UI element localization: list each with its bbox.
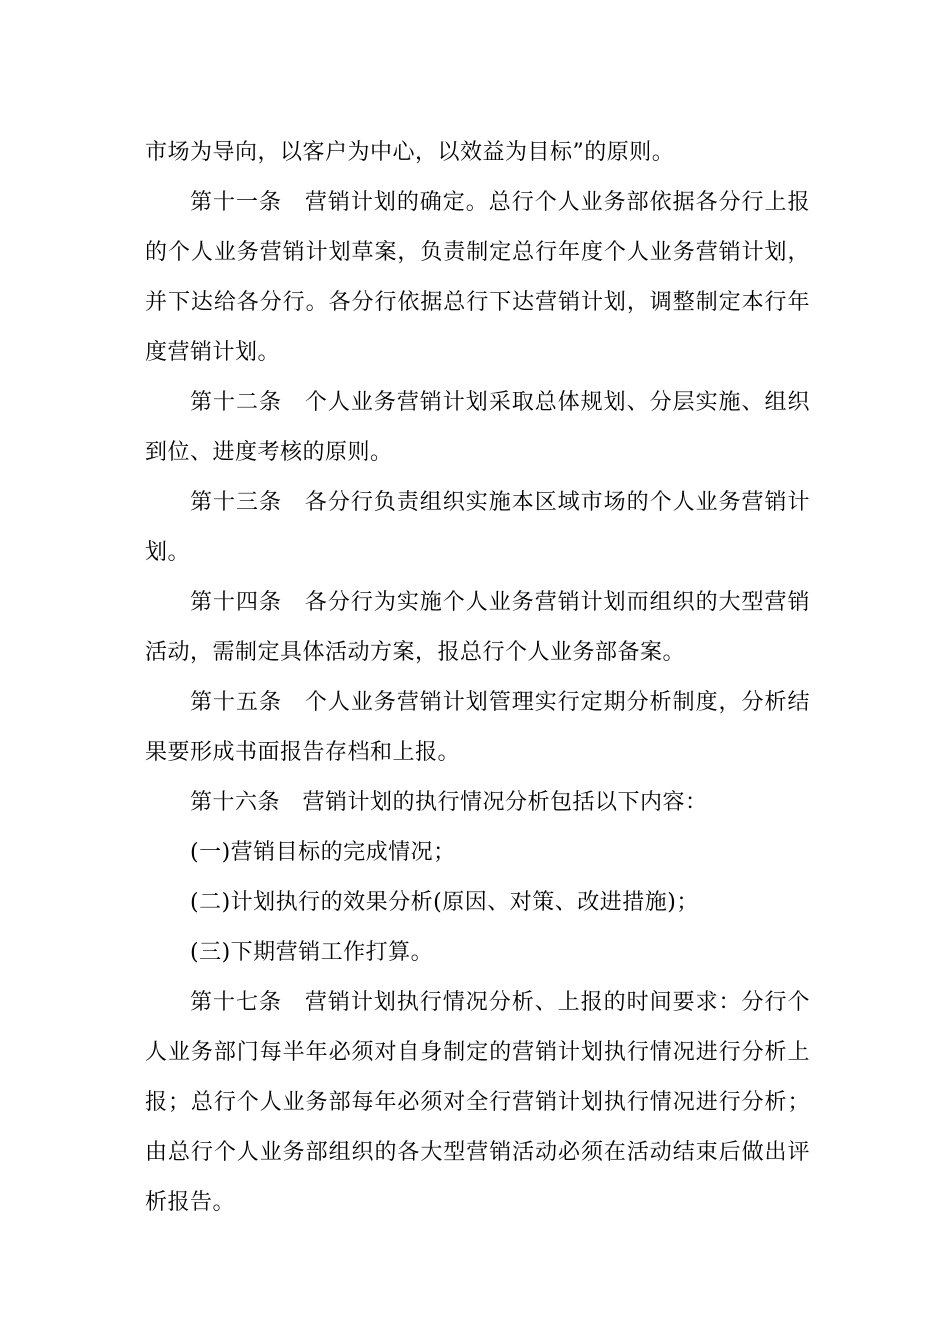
paragraph-article-15: 第十五条 个人业务营销计划管理实行定期分析制度，分析结果要形成书面报告存档和上报。 (145, 690, 810, 765)
paragraph-article-12: 第十二条 个人业务营销计划采取总体规划、分层实施、组织到位、进度考核的原则。 (145, 390, 810, 465)
paragraph-article-14: 第十四条 各分行为实施个人业务营销计划而组织的大型营销活动，需制定具体活动方案，报总行个人业务部备案。 (145, 590, 810, 665)
document-body (145, 128, 810, 1228)
paragraph-principle-end: 市场为导向，以客户为中心，以效益为目标”的原则。 (145, 140, 675, 165)
paragraph-article-16: 第十六条 营销计划的执行情况分析包括以下内容： (190, 790, 708, 815)
paragraph-article-11: 第十一条 营销计划的确定。总行个人业务部依据各分行上报的个人业务营销计划草案，负责制定总行年度个人业务营销计划，并下达给各分行。各分行依据总行下达营销计划，调整制定本行年度营销计划。 (145, 190, 810, 365)
list-item-2: (二)计划执行的效果分析(原因、对策、改进措施)； (190, 890, 699, 915)
paragraph-article-17: 第十七条 营销计划执行情况分析、上报的时间要求：分行个人业务部门每半年必须对自身制定的营销计划执行情况进行分析上报；总行个人业务部每年必须对全行营销计划执行情况进行分析；由总行个人业务部组织的各大型营销活动必须在活动结束后做出评析报告。 (145, 990, 810, 1215)
list-item-3: (三)下期营销工作打算。 (190, 940, 434, 965)
list-item-1: (一)营销目标的完成情况； (190, 840, 456, 865)
paragraph-article-13: 第十三条 各分行负责组织实施本区域市场的个人业务营销计划。 (145, 490, 810, 565)
